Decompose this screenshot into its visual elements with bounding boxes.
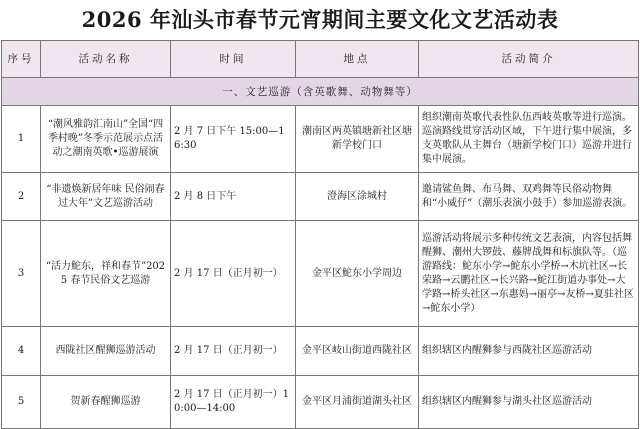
row-name: “潮风雅韵汇南山”全国“四季村晚”冬季示范展示点活动之潮南英歌•巡游展演 [41,106,171,173]
table-row [2,327,639,376]
row-name: 贺新春醒狮巡游 [41,376,171,429]
row-description: 组织辖区内醒狮参与湖头社区巡游活动 [419,376,639,429]
category-label: 一、文艺巡游（含英歌舞、动物舞等） [2,78,639,106]
row-time: 2 月 17 日（正月初一）10:00—14:00 [171,376,296,429]
row-index: 4 [2,327,41,376]
row-description: 组织辖区内醒狮参与西陇社区巡游活动 [419,327,639,376]
row-time: 2 月 17 日（正月初一） [171,327,296,376]
row-description: 邀请鲨鱼舞、布马舞、双鸡舞等民俗动物舞和“小威仔”（潮乐表演小鼓手）参加巡游表演。 [419,173,639,221]
row-index: 3 [2,221,41,327]
header-time: 时间 [171,41,296,78]
activity-table [1,40,639,429]
row-time: 2 月 17 日（正月初一） [171,221,296,327]
header-name: 活动名称 [41,41,171,78]
row-location: 金平区月浦街道湖头社区 [296,376,419,429]
row-location: 金平区鮀东小学周边 [296,221,419,327]
table-row [2,173,639,221]
row-index: 2 [2,173,41,221]
row-description: 组织潮南英歌代表性队伍西岐英歌等进行巡演。巡演路线贯穿活动区域，下午进行集中展演，多支英歌队从主舞台（塘新学校门口）巡游并进行集中展演。 [419,106,639,173]
page-title: 2026 年汕头市春节元宵期间主要文化文艺活动表 [81,7,559,32]
row-name: 西陇社区醒狮巡游活动 [41,327,171,376]
table-row [2,106,639,173]
header-location: 地点 [296,41,419,78]
row-time: 2 月 8 日下午 [171,173,296,221]
row-index: 5 [2,376,41,429]
table-header-row [2,41,639,78]
header-description: 活动简介 [419,41,639,78]
row-index: 1 [2,106,41,173]
table-row [2,221,639,327]
row-name: “活力鮀东，祥和春节”2025 春节民俗文艺巡游 [41,221,171,327]
header-index: 序号 [2,41,41,78]
table-row [2,376,639,429]
row-location: 澄海区涂城村 [296,173,419,221]
row-location: 金平区岐山街道西陇社区 [296,327,419,376]
row-location: 潮南区两英镇塘新社区塘新学校门口 [296,106,419,173]
category-row [2,78,639,106]
row-time: 2 月 7 日下午 15:00—16:30 [171,106,296,173]
row-description: 巡游活动将展示多种传统文艺表演，内容包括舞醒狮、潮州大锣鼓、藤牌战舞和标旗队等。（巡游路线：鮀东小学→鮀东小学桥→木坑社区→长荣路→云鹏社区→长兴路→鮀江街道办事处→大学路→桥头社区→东惠妈→丽亭→友桥→夏驻社区→鮀东小学） [419,221,639,327]
row-name: “非遗焕新居年味 民俗闹春过大年”文艺巡游活动 [41,173,171,221]
